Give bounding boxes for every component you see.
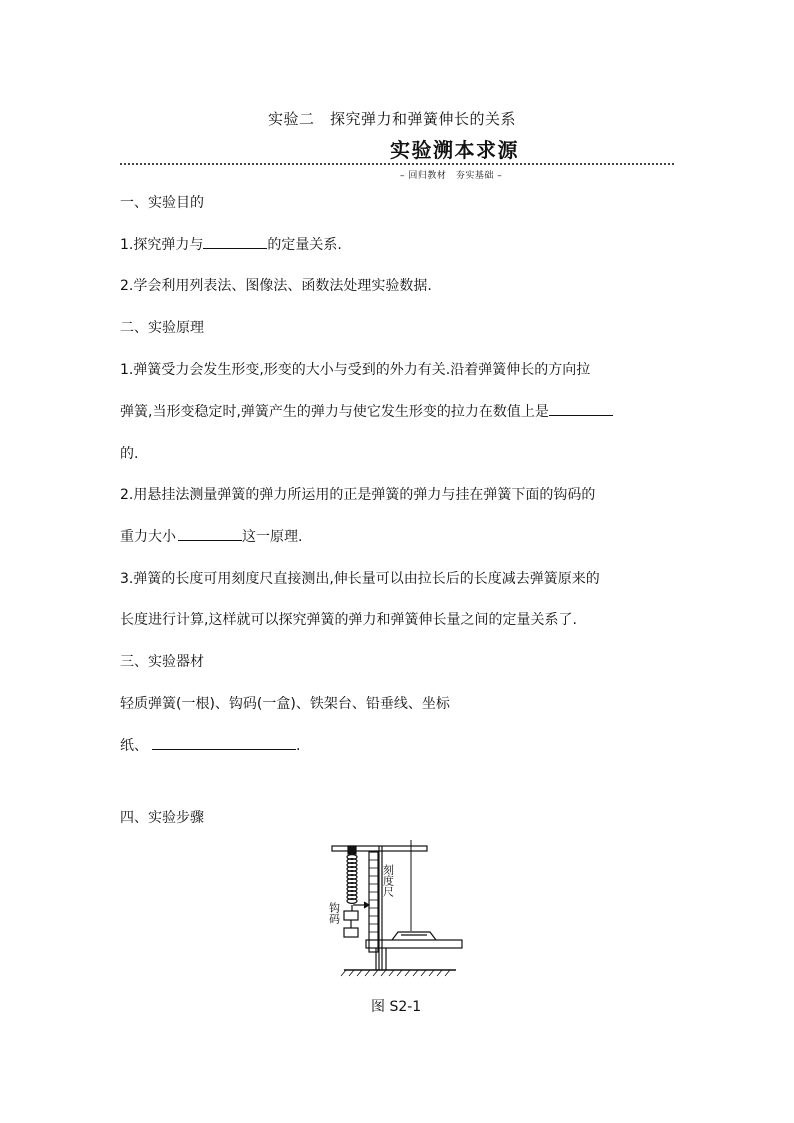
- heading-experiment-steps: 四、实验步骤: [120, 810, 204, 826]
- pointer-arrowhead: [364, 902, 369, 908]
- weight-label: 钩码: [327, 902, 341, 924]
- principle-2-text-before: 重力大小: [120, 529, 176, 545]
- ruler-ticks: [369, 860, 378, 940]
- heading-experiment-purpose: 一、实验目的: [120, 195, 204, 211]
- purpose-item-1: [120, 234, 342, 254]
- ruler: [369, 852, 378, 952]
- ruler-label: 刻度尺: [381, 864, 395, 897]
- purpose-item-2: 2.学会利用列表法、图像法、函数法处理实验数据.: [120, 278, 432, 294]
- spring-clamp: [348, 846, 356, 854]
- spring-apparatus-diagram: [327, 838, 470, 988]
- hook-weight-1: [344, 911, 358, 920]
- section-banner-title: 实验溯本求源: [390, 138, 519, 162]
- principle-2-line-1: 2.用悬挂法测量弹簧的弹力所运用的正是弹簧的弹力与挂在弹簧下面的钩码的: [120, 487, 596, 503]
- base-platform: [366, 940, 462, 948]
- equipment-text-after: .: [296, 738, 301, 754]
- principle-1-line-1: 1.弹簧受力会发生形变,形变的大小与受到的外力有关.沿着弹簧伸长的方向拉: [120, 362, 591, 378]
- figure-caption: 图 S2-1: [371, 999, 422, 1015]
- dotted-divider: [120, 163, 674, 165]
- principle-2-text-after: 这一原理.: [242, 529, 303, 545]
- equipment-line-2: [120, 735, 300, 755]
- purpose-item-1-text-before: 1.探究弹力与: [120, 237, 204, 253]
- equipment-line-1: 轻质弹簧(一根)、钩码(一盒)、铁架台、铅垂线、坐标: [120, 696, 450, 712]
- plumb-bob-base: [392, 932, 436, 940]
- fill-blank: [178, 526, 242, 541]
- hook-weight-2: [344, 928, 358, 937]
- heading-experiment-principle: 二、实验原理: [120, 320, 204, 336]
- spring-coils: [347, 855, 357, 904]
- principle-1-text: 弹簧,当形变稳定时,弹簧产生的弹力与使它发生形变的拉力在数值上是: [120, 404, 549, 420]
- ground-hatching: [341, 970, 450, 976]
- fill-blank: [152, 735, 296, 750]
- principle-3-line-1: 3.弹簧的长度可用刻度尺直接测出,伸长量可以由拉长后的长度减去弹簧原来的: [120, 571, 600, 587]
- equipment-text-before: 纸、: [120, 738, 148, 754]
- banner-motto: – 回归教材 夯实基础 –: [400, 171, 503, 181]
- fill-blank: [549, 401, 613, 416]
- principle-1-line-2: [120, 401, 613, 421]
- purpose-item-1-text-after: 的定量关系.: [267, 237, 342, 253]
- page-title: 实验二 探究弹力和弹簧伸长的关系: [268, 110, 517, 128]
- heading-experiment-equipment: 三、实验器材: [120, 654, 204, 670]
- principle-1-line-3: 的.: [120, 446, 139, 462]
- principle-3-line-2: 长度进行计算,这样就可以探究弹簧的弹力和弹簧伸长量之间的定量关系了.: [120, 612, 577, 628]
- principle-2-line-2: [120, 526, 302, 546]
- fill-blank: [203, 234, 267, 249]
